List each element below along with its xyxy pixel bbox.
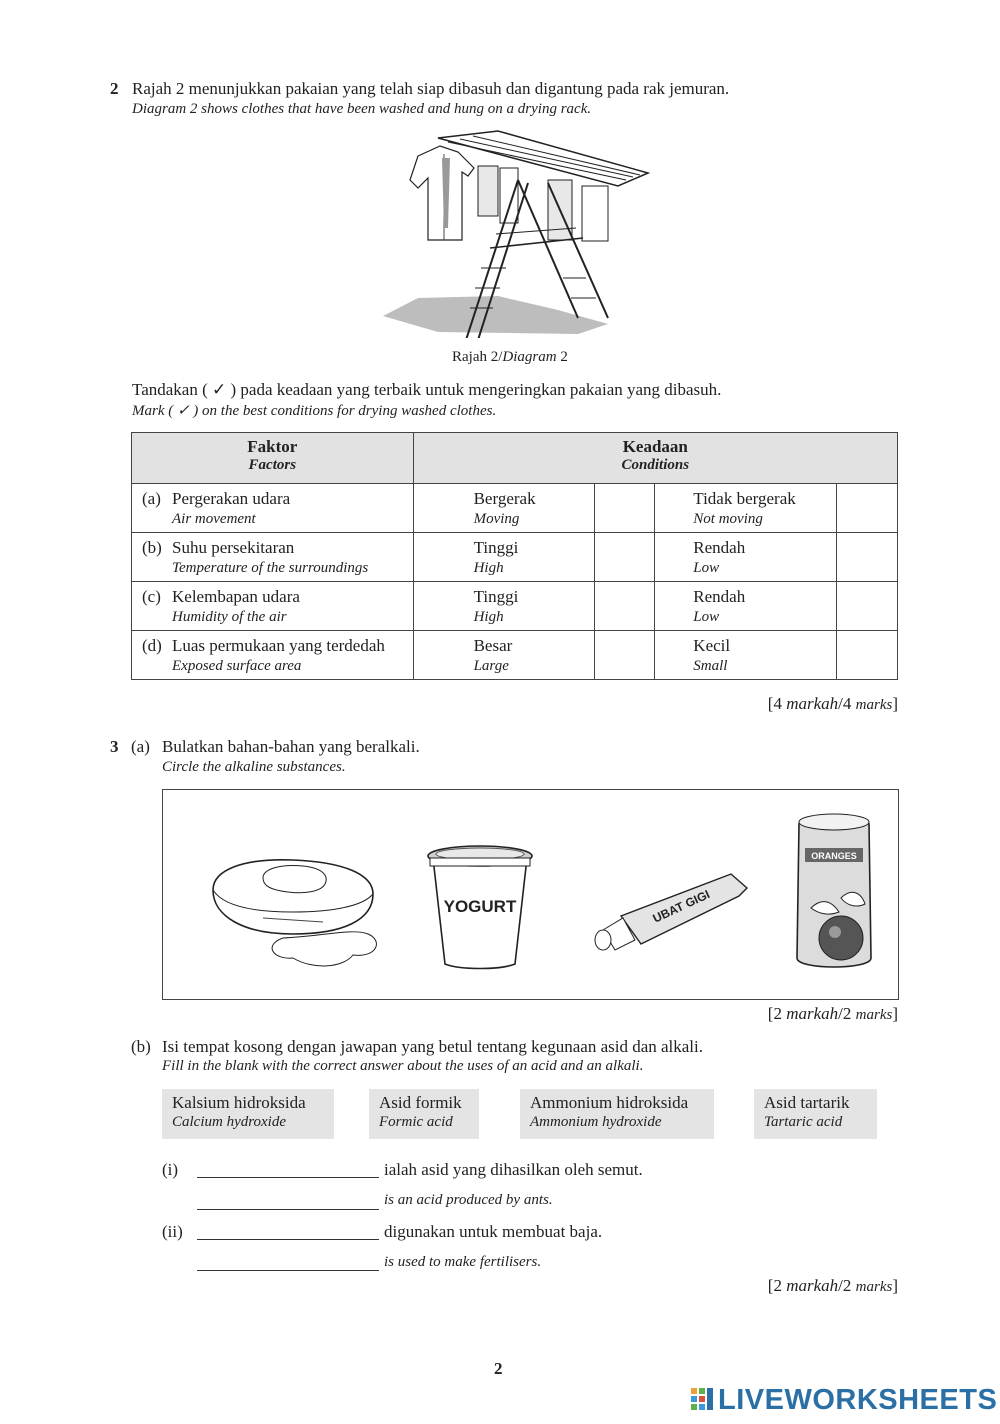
tick-box-a-not-moving[interactable] — [837, 484, 898, 533]
substances-image-box — [162, 789, 899, 1000]
question-2-text-english: Diagram 2 shows clothes that have been washed and hung on a drying rack. — [132, 101, 592, 117]
tick-box-b-low[interactable] — [837, 533, 898, 582]
table-row: (c) Kelembapan udara Humidity of the air Tinggi High Rendah Low — [132, 582, 898, 631]
question-3a-label: (a) — [131, 737, 150, 756]
choice-tartaric-acid[interactable]: Asid tartarik Tartaric acid — [754, 1089, 877, 1139]
liveworksheets-text: LIVEWORKSHEETS — [718, 1383, 998, 1416]
question-3b-i-text-malay: ialah asid yang dihasilkan oleh semut. — [384, 1160, 643, 1179]
choice-calcium-hydroxide[interactable]: Kalsium hidroksida Calcium hydroxide — [162, 1089, 334, 1139]
question-3b-text-english: Fill in the blank with the correct answer about the uses of an acid and an alkali. — [162, 1058, 644, 1074]
question-3a-text-malay: Bulatkan bahan-bahan yang beralkali. — [162, 737, 420, 756]
can-label: ORANGES — [811, 851, 857, 861]
toothpaste-label: UBAT GIGI — [650, 887, 712, 926]
liveworksheets-icon — [690, 1387, 716, 1413]
yogurt-label: YOGURT — [443, 897, 517, 916]
question-3b-ii-label: (ii) — [162, 1222, 183, 1241]
question-2-text-malay: Rajah 2 menunjukkan pakaian yang telah siap dibasuh dan digantung pada rak jemuran. — [132, 79, 730, 98]
question-2-instruction-malay: Tandakan ( ✓ ) pada keadaan yang terbaik untuk mengeringkan pakaian yang dibasuh. — [132, 380, 722, 399]
soap-image[interactable] — [203, 850, 383, 980]
question-3b-text-malay: Isi tempat kosong dengan jawapan yang betul tentang kegunaan asid dan alkali. — [162, 1037, 704, 1056]
toothpaste-image[interactable] — [591, 868, 751, 958]
table-row: (d) Luas permukaan yang terdedah Exposed surface area Besar Large Kecil Small — [132, 631, 898, 680]
question-2-marks: [4 markah/4 marks] — [767, 694, 898, 713]
tick-box-d-large[interactable] — [595, 631, 655, 680]
question-3b-label: (b) — [131, 1037, 151, 1056]
question-2-instruction-english: Mark ( ✓ ) on the best conditions for drying washed clothes. — [132, 403, 497, 419]
page-number: 2 — [494, 1359, 503, 1378]
diagram-2-caption: Rajah 2/Diagram 2 — [452, 349, 568, 365]
tick-box-c-low[interactable] — [837, 582, 898, 631]
question-3a-marks: [2 markah/2 marks] — [767, 1004, 898, 1023]
orange-drink-can-image[interactable] — [791, 808, 877, 974]
blank-ii-answer[interactable] — [197, 1239, 379, 1240]
factor-header: Faktor Factors — [132, 433, 414, 484]
tick-box-c-high[interactable] — [595, 582, 655, 631]
choice-ammonium-hydroxide[interactable]: Ammonium hidroksida Ammonium hydroxide — [520, 1089, 714, 1139]
question-3b-ii-text-english: is used to make fertilisers. — [384, 1254, 542, 1270]
question-3b-i-label: (i) — [162, 1160, 179, 1179]
choice-formic-acid[interactable]: Asid formik Formic acid — [369, 1089, 479, 1139]
tick-box-a-moving[interactable] — [595, 484, 655, 533]
tick-box-d-small[interactable] — [837, 631, 898, 680]
blank-i-answer-english[interactable] — [197, 1209, 379, 1210]
question-3-number: 3 — [110, 737, 119, 756]
yogurt-image[interactable] — [425, 842, 535, 972]
liveworksheets-logo — [690, 1384, 997, 1416]
tick-box-b-high[interactable] — [595, 533, 655, 582]
question-3b-ii-text-malay: digunakan untuk membuat baja. — [384, 1222, 603, 1241]
table-row: (b) Suhu persekitaran Temperature of the surroundings Tinggi High Rendah Low — [132, 533, 898, 582]
blank-i-answer[interactable] — [197, 1177, 379, 1178]
question-3b-i-text-english: is an acid produced by ants. — [384, 1192, 553, 1208]
conditions-header: Keadaan Conditions — [413, 433, 897, 484]
question-3b-marks: [2 markah/2 marks] — [767, 1276, 898, 1295]
conditions-table — [131, 432, 898, 680]
drying-rack-illustration — [378, 128, 650, 338]
question-3a-text-english: Circle the alkaline substances. — [162, 759, 346, 775]
question-2-number: 2 — [110, 79, 119, 98]
blank-ii-answer-english[interactable] — [197, 1270, 379, 1271]
table-row: (a) Pergerakan udara Air movement Bergerak Moving Tidak bergerak Not moving — [132, 484, 898, 533]
